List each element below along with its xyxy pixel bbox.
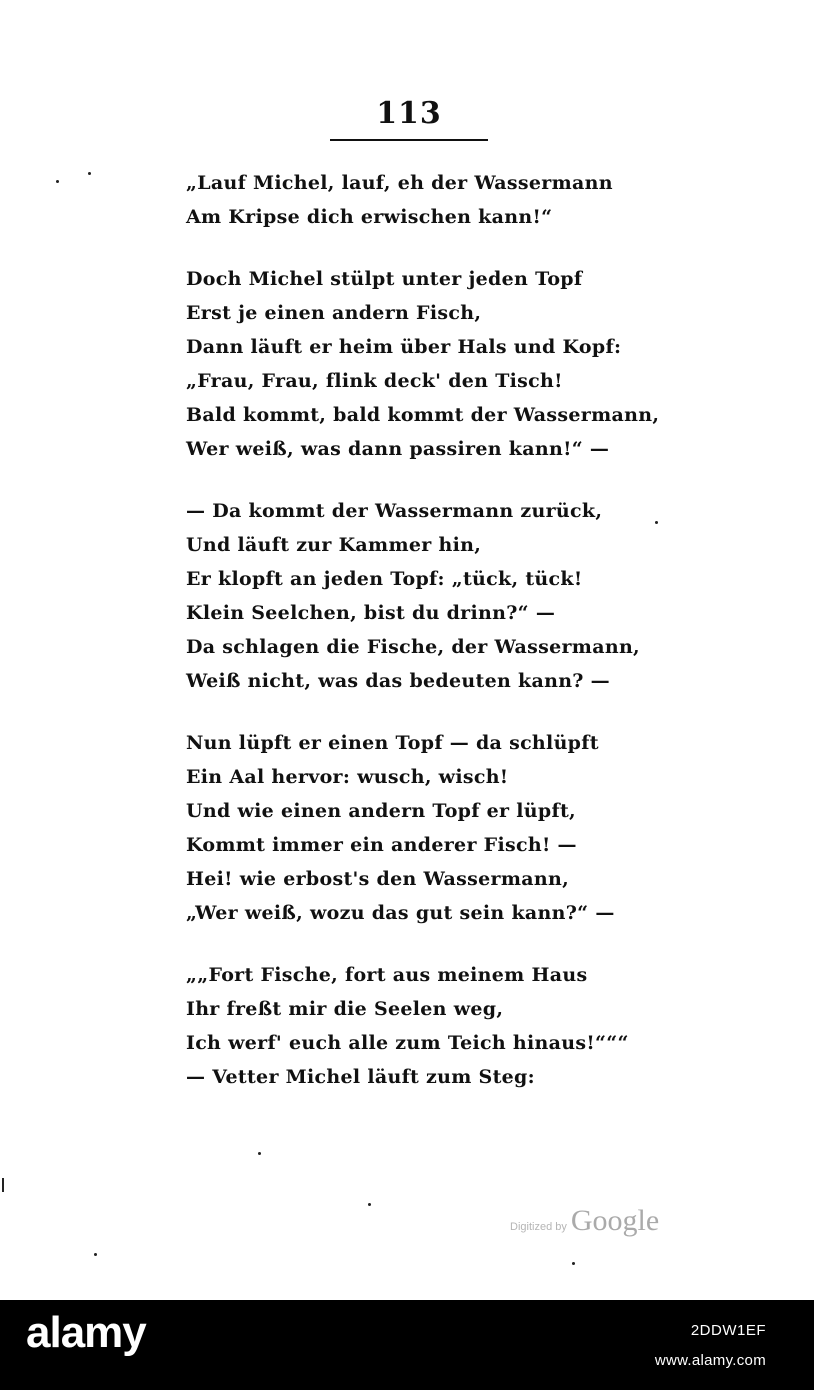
poem-line: Am Kripse dich erwischen kann!“ [186,206,553,228]
scan-speck [2,1178,4,1192]
scan-speck [368,1203,371,1206]
poem-line: Und wie einen andern Topf er lüpft, [186,800,576,822]
scan-speck [56,180,59,183]
poem-line: „Lauf Michel, lauf, eh der Wassermann [186,172,613,194]
poem-line: „„Fort Fische, fort aus meinem Haus [186,964,588,986]
image-id: 2DDW1EF [690,1322,766,1339]
stanza [186,166,646,234]
stanza [186,262,660,466]
stanza [186,726,646,930]
poem-line: Ich werf' euch alle zum Teich hinaus!“““ [186,1032,629,1054]
poem-line: Nun lüpft er einen Topf — da schlüpft [186,732,599,754]
page-number: 113 [376,96,442,131]
poem-line: Wer weiß, was dann passiren kann!“ — [186,438,610,460]
poem-line: Kommt immer ein anderer Fisch! — [186,834,577,856]
alamy-logo: alamy [26,1308,146,1357]
poem-line: Hei! wie erbost's den Wassermann, [186,868,569,890]
poem-line: „Frau, Frau, flink deck' den Tisch! [186,370,563,392]
poem-line: Erst je einen andern Fisch, [186,302,482,324]
poem-line: Klein Seelchen, bist du drinn?“ — [186,602,556,624]
digitized-by-watermark [510,1204,659,1238]
poem-line: Ihr freßt mir die Seelen weg, [186,998,504,1020]
scan-speck [94,1253,97,1256]
poem-line: Er klopft an jeden Topf: „tück, tück! [186,568,583,590]
poem-line: Und läuft zur Kammer hin, [186,534,482,556]
stock-footer-bar [0,1300,814,1390]
poem-line: „Wer weiß, wozu das gut sein kann?“ — [186,902,615,924]
scan-speck [88,172,91,175]
scan-speck [258,1152,261,1155]
poem-line: Weiß nicht, was das bedeuten kann? — [186,670,610,692]
site-url: www.alamy.com [654,1352,766,1369]
google-logo: Google [570,1204,660,1237]
poem-line: Dann läuft er heim über Hals und Kopf: [186,336,622,358]
scan-speck [572,1262,575,1265]
poem-line: — Vetter Michel läuft zum Steg: [186,1066,535,1088]
scan-speck [655,521,658,524]
poem-body [186,166,660,1122]
poem-line: Da schlagen die Fische, der Wassermann, [186,636,640,658]
header-rule [330,139,488,141]
stanza [186,494,646,698]
stanza [186,958,646,1094]
poem-line: Bald kommt, bald kommt der Wassermann, [186,404,660,426]
poem-line: Doch Michel stülpt unter jeden Topf [186,268,583,290]
poem-line: Ein Aal hervor: wusch, wisch! [186,766,509,788]
digitized-by-label: Digitized by [510,1221,567,1233]
poem-line: — Da kommt der Wassermann zurück, [186,500,603,522]
